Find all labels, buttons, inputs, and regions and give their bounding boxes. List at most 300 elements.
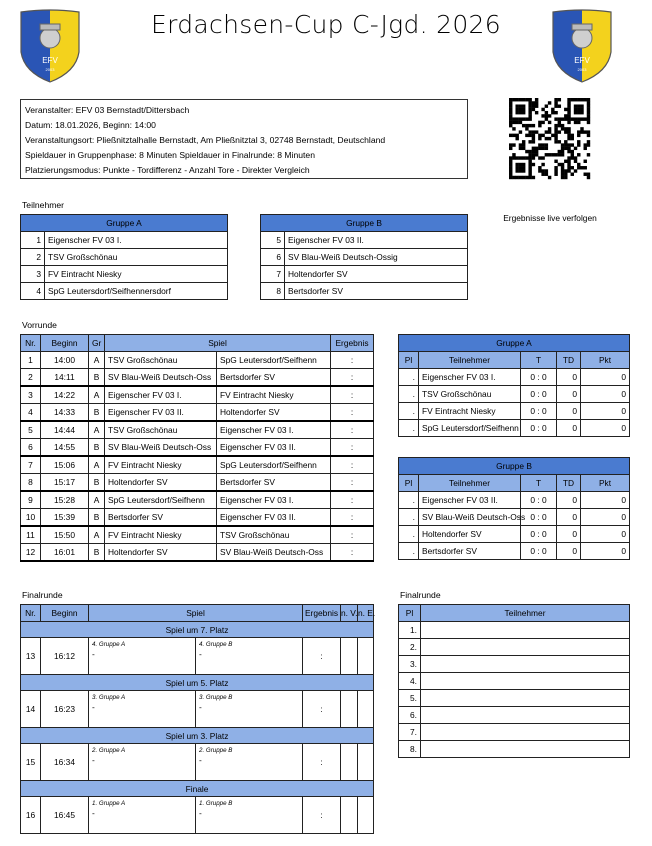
goals bbox=[521, 420, 557, 437]
goals-against: 0 bbox=[541, 512, 547, 522]
away-team: SpG Leutersdorf/Seifhenn bbox=[217, 352, 331, 369]
match-number: 13 bbox=[21, 638, 41, 675]
match-time: 14:00 bbox=[41, 352, 89, 369]
place: . bbox=[399, 420, 419, 437]
match-row bbox=[21, 439, 374, 457]
team-name: Holtendorfer SV bbox=[419, 526, 521, 543]
goals-against: 0 bbox=[541, 529, 547, 539]
goal-difference: 0 bbox=[557, 369, 581, 386]
goals-against: 0 bbox=[541, 389, 547, 399]
place: 8. bbox=[399, 741, 421, 758]
col-ergebnis: Ergebnis bbox=[303, 605, 341, 622]
match-number: 6 bbox=[21, 439, 41, 457]
team-name: SV Blau-Weiß Deutsch-Oss bbox=[419, 509, 521, 526]
ranking-team bbox=[421, 724, 630, 741]
ranking-team bbox=[421, 622, 630, 639]
participant-number: 5 bbox=[261, 232, 285, 249]
place: . bbox=[399, 403, 419, 420]
qr-code[interactable] bbox=[509, 98, 590, 209]
finalrunde-label: Finalrunde bbox=[22, 590, 63, 600]
match-time: 16:34 bbox=[41, 744, 89, 781]
goals bbox=[521, 386, 557, 403]
goal-difference: 0 bbox=[557, 386, 581, 403]
goals-separator: : bbox=[535, 423, 542, 433]
goal-difference: 0 bbox=[557, 420, 581, 437]
home-team: FV Eintracht Niesky bbox=[105, 456, 217, 474]
final-game-row bbox=[21, 691, 374, 728]
place: . bbox=[399, 369, 419, 386]
away-team bbox=[196, 797, 303, 834]
goal-difference: 0 bbox=[557, 403, 581, 420]
ranking-row bbox=[399, 673, 630, 690]
date: Datum: 18.01.2026, Beginn: 14:00 bbox=[25, 120, 156, 130]
home-team: Bertsdorfer SV bbox=[105, 509, 217, 527]
home-team: TSV Großschönau bbox=[105, 421, 217, 439]
match-result: : bbox=[303, 744, 341, 781]
match-time: 14:33 bbox=[41, 404, 89, 422]
overtime-cell bbox=[341, 797, 358, 834]
goals bbox=[521, 526, 557, 543]
ranking-row bbox=[399, 724, 630, 741]
match-group: A bbox=[89, 491, 105, 509]
home-team: SV Blau-Weiß Deutsch-Oss bbox=[105, 369, 217, 387]
col-beginn: Beginn bbox=[41, 605, 89, 622]
match-row bbox=[21, 421, 374, 439]
final-game-title-row bbox=[21, 781, 374, 797]
match-number: 2 bbox=[21, 369, 41, 387]
match-result: : bbox=[331, 386, 374, 404]
match-number: 3 bbox=[21, 386, 41, 404]
away-placeholder: - bbox=[199, 808, 202, 818]
away-team bbox=[196, 638, 303, 675]
participant-name: TSV Großschönau bbox=[45, 249, 228, 266]
participant-row bbox=[21, 283, 228, 300]
match-result: : bbox=[331, 544, 374, 562]
points: 0 bbox=[581, 420, 630, 437]
final-game-title-row bbox=[21, 728, 374, 744]
ranking-mode: Platzierungsmodus: Punkte - Tordifferenz - Anzahl Tore - Direkter Vergleich bbox=[25, 165, 310, 175]
match-result: : bbox=[303, 797, 341, 834]
participant-row bbox=[261, 266, 468, 283]
col-spiel: Spiel bbox=[89, 605, 303, 622]
match-time: 15:17 bbox=[41, 474, 89, 492]
goals-separator: : bbox=[535, 529, 542, 539]
points: 0 bbox=[581, 509, 630, 526]
home-team: TSV Großschönau bbox=[105, 352, 217, 369]
goals bbox=[521, 403, 557, 420]
final-game-title: Spiel um 3. Platz bbox=[21, 728, 374, 744]
goals-for: 0 bbox=[530, 512, 535, 522]
points: 0 bbox=[581, 369, 630, 386]
col-nv: n. V. bbox=[341, 605, 358, 622]
col-spiel: Spiel bbox=[105, 335, 331, 352]
ranking-row bbox=[399, 690, 630, 707]
match-number: 9 bbox=[21, 491, 41, 509]
vorrunde-table bbox=[20, 334, 374, 562]
col-td: TD bbox=[557, 352, 581, 369]
ranking-row bbox=[399, 622, 630, 639]
standings-group-a bbox=[398, 334, 630, 437]
place: 2. bbox=[399, 639, 421, 656]
ranking-row bbox=[399, 707, 630, 724]
goals-separator: : bbox=[535, 495, 542, 505]
goals-for: 0 bbox=[530, 389, 535, 399]
col-pkt: Pkt bbox=[581, 352, 630, 369]
match-number: 8 bbox=[21, 474, 41, 492]
match-result: : bbox=[331, 439, 374, 457]
ranking-row bbox=[399, 741, 630, 758]
match-number: 7 bbox=[21, 456, 41, 474]
away-seed: 3. Gruppe B bbox=[199, 694, 233, 701]
participant-row bbox=[261, 232, 468, 249]
match-row bbox=[21, 491, 374, 509]
home-seed: 1. Gruppe A bbox=[92, 800, 126, 807]
match-number: 11 bbox=[21, 526, 41, 544]
goals-separator: : bbox=[535, 406, 542, 416]
participant-row bbox=[21, 266, 228, 283]
participants-group-b bbox=[260, 214, 468, 300]
participant-row bbox=[261, 283, 468, 300]
home-placeholder: - bbox=[92, 702, 95, 712]
venue: Veranstaltungsort: Pließnitztalhalle Bernstadt, Am Pließnitztal 3, 02748 Bernstadt, Deutschland bbox=[25, 135, 386, 145]
participant-name: Holtendorfer SV bbox=[285, 266, 468, 283]
home-team bbox=[89, 744, 196, 781]
away-team: SpG Leutersdorf/Seifhenn bbox=[217, 456, 331, 474]
match-result: : bbox=[331, 421, 374, 439]
place: 3. bbox=[399, 656, 421, 673]
match-group: B bbox=[89, 544, 105, 562]
standings-row bbox=[399, 386, 630, 403]
match-row bbox=[21, 544, 374, 562]
place: . bbox=[399, 386, 419, 403]
ranking-row bbox=[399, 656, 630, 673]
goal-difference: 0 bbox=[557, 543, 581, 560]
ranking-row bbox=[399, 639, 630, 656]
col-team: Teilnehmer bbox=[419, 352, 521, 369]
svg-text:EFV: EFV bbox=[42, 56, 58, 65]
goal-difference: 0 bbox=[557, 509, 581, 526]
home-team: Eigenscher FV 03 I. bbox=[105, 386, 217, 404]
match-group: B bbox=[89, 404, 105, 422]
final-game-title: Spiel um 7. Platz bbox=[21, 622, 374, 638]
away-team bbox=[196, 691, 303, 728]
home-team: Holtendorfer SV bbox=[105, 544, 217, 562]
participants-group-a bbox=[20, 214, 228, 300]
overtime-cell bbox=[341, 638, 358, 675]
participant-row bbox=[261, 249, 468, 266]
match-row bbox=[21, 369, 374, 387]
home-placeholder: - bbox=[92, 808, 95, 818]
team-name: TSV Großschönau bbox=[419, 386, 521, 403]
match-row bbox=[21, 509, 374, 527]
participant-row bbox=[21, 232, 228, 249]
team-name: FV Eintracht Niesky bbox=[419, 403, 521, 420]
match-number: 5 bbox=[21, 421, 41, 439]
final-game-row bbox=[21, 797, 374, 834]
organizer: Veranstalter: EFV 03 Bernstadt/Dittersbach bbox=[25, 105, 190, 115]
participant-number: 6 bbox=[261, 249, 285, 266]
col-team: Teilnehmer bbox=[419, 475, 521, 492]
col-team: Teilnehmer bbox=[421, 605, 630, 622]
away-seed: 1. Gruppe B bbox=[199, 800, 233, 807]
away-team: Eigenscher FV 03 I. bbox=[217, 491, 331, 509]
match-result: : bbox=[331, 491, 374, 509]
team-name: Eigenscher FV 03 I. bbox=[419, 369, 521, 386]
goals-for: 0 bbox=[530, 495, 535, 505]
ranking-team bbox=[421, 741, 630, 758]
ranking-team bbox=[421, 673, 630, 690]
final-game-title: Finale bbox=[21, 781, 374, 797]
svg-text:EFV: EFV bbox=[574, 56, 590, 65]
match-number: 4 bbox=[21, 404, 41, 422]
place: 5. bbox=[399, 690, 421, 707]
vorrunde-label: Vorrunde bbox=[22, 320, 57, 330]
final-ranking-table bbox=[398, 604, 630, 758]
goals-against: 0 bbox=[541, 406, 547, 416]
col-ergebnis: Ergebnis bbox=[331, 335, 374, 352]
match-time: 14:11 bbox=[41, 369, 89, 387]
standings-row bbox=[399, 526, 630, 543]
participant-name: SV Blau-Weiß Deutsch-Ossig bbox=[285, 249, 468, 266]
participant-name: FV Eintracht Niesky bbox=[45, 266, 228, 283]
goals-separator: : bbox=[535, 512, 542, 522]
col-pl: Pl bbox=[399, 605, 421, 622]
match-number: 14 bbox=[21, 691, 41, 728]
penalty-cell bbox=[358, 638, 374, 675]
away-team: Eigenscher FV 03 II. bbox=[217, 439, 331, 457]
points: 0 bbox=[581, 386, 630, 403]
club-crest-left bbox=[18, 8, 82, 84]
match-time: 14:44 bbox=[41, 421, 89, 439]
event-info-box bbox=[20, 99, 468, 179]
home-team: Eigenscher FV 03 II. bbox=[105, 404, 217, 422]
match-result: : bbox=[331, 474, 374, 492]
goals-for: 0 bbox=[530, 423, 535, 433]
away-seed: 4. Gruppe B bbox=[199, 641, 233, 648]
goals-separator: : bbox=[535, 372, 542, 382]
col-nr: Nr. bbox=[21, 335, 41, 352]
away-team: Eigenscher FV 03 I. bbox=[217, 421, 331, 439]
penalty-cell bbox=[358, 691, 374, 728]
final-game-row bbox=[21, 638, 374, 675]
match-result: : bbox=[303, 638, 341, 675]
col-nr: Nr. bbox=[21, 605, 41, 622]
match-row bbox=[21, 474, 374, 492]
team-name: Bertsdorfer SV bbox=[419, 543, 521, 560]
participant-name: Eigenscher FV 03 II. bbox=[285, 232, 468, 249]
overtime-cell bbox=[341, 744, 358, 781]
home-seed: 4. Gruppe A bbox=[92, 641, 126, 648]
final-game-row bbox=[21, 744, 374, 781]
away-seed: 2. Gruppe B bbox=[199, 747, 233, 754]
team-name: Eigenscher FV 03 II. bbox=[419, 492, 521, 509]
standings-row bbox=[399, 420, 630, 437]
participant-row bbox=[21, 249, 228, 266]
goals bbox=[521, 509, 557, 526]
points: 0 bbox=[581, 492, 630, 509]
match-time: 15:28 bbox=[41, 491, 89, 509]
match-group: A bbox=[89, 456, 105, 474]
match-number: 16 bbox=[21, 797, 41, 834]
penalty-cell bbox=[358, 744, 374, 781]
home-team bbox=[89, 691, 196, 728]
svg-text:2003: 2003 bbox=[45, 67, 55, 72]
final-game-title-row bbox=[21, 675, 374, 691]
away-team: Bertsdorfer SV bbox=[217, 474, 331, 492]
match-time: 16:23 bbox=[41, 691, 89, 728]
ranking-team bbox=[421, 690, 630, 707]
match-result: : bbox=[303, 691, 341, 728]
qr-caption: Ergebnisse live verfolgen bbox=[503, 213, 597, 223]
team-name: SpG Leutersdorf/Seifhenn bbox=[419, 420, 521, 437]
home-placeholder: - bbox=[92, 755, 95, 765]
col-beginn: Beginn bbox=[41, 335, 89, 352]
participant-name: Eigenscher FV 03 I. bbox=[45, 232, 228, 249]
away-placeholder: - bbox=[199, 755, 202, 765]
participant-number: 4 bbox=[21, 283, 45, 300]
match-time: 16:45 bbox=[41, 797, 89, 834]
home-team: SpG Leutersdorf/Seifhenn bbox=[105, 491, 217, 509]
match-time: 15:06 bbox=[41, 456, 89, 474]
goals bbox=[521, 369, 557, 386]
standings-row bbox=[399, 492, 630, 509]
away-team: Holtendorfer SV bbox=[217, 404, 331, 422]
match-time: 16:12 bbox=[41, 638, 89, 675]
final-ranking-label: Finalrunde bbox=[400, 590, 441, 600]
standings-group-b bbox=[398, 457, 630, 560]
away-team: SV Blau-Weiß Deutsch-Oss bbox=[217, 544, 331, 562]
match-group: B bbox=[89, 474, 105, 492]
finalrunde-table bbox=[20, 604, 374, 834]
col-gr: Gr bbox=[89, 335, 105, 352]
goals-against: 0 bbox=[541, 372, 547, 382]
col-t: T bbox=[521, 475, 557, 492]
goals-separator: : bbox=[535, 389, 542, 399]
goals bbox=[521, 492, 557, 509]
final-game-title: Spiel um 5. Platz bbox=[21, 675, 374, 691]
away-placeholder: - bbox=[199, 649, 202, 659]
standings-b-title: Gruppe B bbox=[399, 458, 630, 475]
goals bbox=[521, 543, 557, 560]
participant-name: SpG Leutersdorf/Seifhennersdorf bbox=[45, 283, 228, 300]
match-group: B bbox=[89, 439, 105, 457]
participants-label: Teilnehmer bbox=[22, 200, 65, 210]
place: . bbox=[399, 509, 419, 526]
col-t: T bbox=[521, 352, 557, 369]
match-row bbox=[21, 352, 374, 369]
goals-for: 0 bbox=[530, 529, 535, 539]
goal-difference: 0 bbox=[557, 492, 581, 509]
away-team: TSV Großschönau bbox=[217, 526, 331, 544]
home-team bbox=[89, 797, 196, 834]
standings-row bbox=[399, 509, 630, 526]
points: 0 bbox=[581, 543, 630, 560]
match-number: 1 bbox=[21, 352, 41, 369]
group-a-title: Gruppe A bbox=[21, 215, 228, 232]
place: . bbox=[399, 526, 419, 543]
match-group: A bbox=[89, 421, 105, 439]
away-placeholder: - bbox=[199, 702, 202, 712]
match-time: 15:39 bbox=[41, 509, 89, 527]
away-team: FV Eintracht Niesky bbox=[217, 386, 331, 404]
ranking-team bbox=[421, 707, 630, 724]
participant-number: 3 bbox=[21, 266, 45, 283]
overtime-cell bbox=[341, 691, 358, 728]
match-result: : bbox=[331, 456, 374, 474]
penalty-cell bbox=[358, 797, 374, 834]
page-title: Erdachsen-Cup C-Jgd. 2026 bbox=[151, 10, 501, 39]
place: 6. bbox=[399, 707, 421, 724]
standings-a-title: Gruppe A bbox=[399, 335, 630, 352]
goals-against: 0 bbox=[541, 495, 547, 505]
match-result: : bbox=[331, 526, 374, 544]
col-ne: n. E. bbox=[358, 605, 374, 622]
col-td: TD bbox=[557, 475, 581, 492]
match-number: 15 bbox=[21, 744, 41, 781]
place: 4. bbox=[399, 673, 421, 690]
match-time: 16:01 bbox=[41, 544, 89, 562]
home-placeholder: - bbox=[92, 649, 95, 659]
participant-number: 1 bbox=[21, 232, 45, 249]
match-row bbox=[21, 456, 374, 474]
match-result: : bbox=[331, 509, 374, 527]
club-crest-right bbox=[550, 8, 614, 84]
goals-for: 0 bbox=[530, 406, 535, 416]
place: 7. bbox=[399, 724, 421, 741]
match-group: A bbox=[89, 352, 105, 369]
place: 1. bbox=[399, 622, 421, 639]
home-team: SV Blau-Weiß Deutsch-Oss bbox=[105, 439, 217, 457]
standings-row bbox=[399, 403, 630, 420]
match-group: B bbox=[89, 369, 105, 387]
match-row bbox=[21, 526, 374, 544]
home-team bbox=[89, 638, 196, 675]
participant-number: 8 bbox=[261, 283, 285, 300]
group-b-title: Gruppe B bbox=[261, 215, 468, 232]
participant-number: 2 bbox=[21, 249, 45, 266]
place: . bbox=[399, 543, 419, 560]
duration: Spieldauer in Gruppenphase: 8 Minuten Spieldauer in Finalrunde: 8 Minuten bbox=[25, 150, 315, 160]
match-number: 10 bbox=[21, 509, 41, 527]
match-number: 12 bbox=[21, 544, 41, 562]
standings-row bbox=[399, 369, 630, 386]
match-result: : bbox=[331, 352, 374, 369]
match-time: 14:22 bbox=[41, 386, 89, 404]
participant-number: 7 bbox=[261, 266, 285, 283]
goal-difference: 0 bbox=[557, 526, 581, 543]
points: 0 bbox=[581, 403, 630, 420]
home-team: Holtendorfer SV bbox=[105, 474, 217, 492]
goals-separator: : bbox=[535, 546, 542, 556]
home-seed: 3. Gruppe A bbox=[92, 694, 126, 701]
away-team: Bertsdorfer SV bbox=[217, 369, 331, 387]
away-team bbox=[196, 744, 303, 781]
match-group: B bbox=[89, 509, 105, 527]
match-result: : bbox=[331, 404, 374, 422]
col-pl: Pl bbox=[399, 475, 419, 492]
home-team: FV Eintracht Niesky bbox=[105, 526, 217, 544]
col-pkt: Pkt bbox=[581, 475, 630, 492]
ranking-team bbox=[421, 639, 630, 656]
away-team: Eigenscher FV 03 II. bbox=[217, 509, 331, 527]
col-pl: Pl bbox=[399, 352, 419, 369]
match-result: : bbox=[331, 369, 374, 387]
match-time: 14:55 bbox=[41, 439, 89, 457]
goals-against: 0 bbox=[541, 423, 547, 433]
ranking-team bbox=[421, 656, 630, 673]
match-group: A bbox=[89, 386, 105, 404]
points: 0 bbox=[581, 526, 630, 543]
